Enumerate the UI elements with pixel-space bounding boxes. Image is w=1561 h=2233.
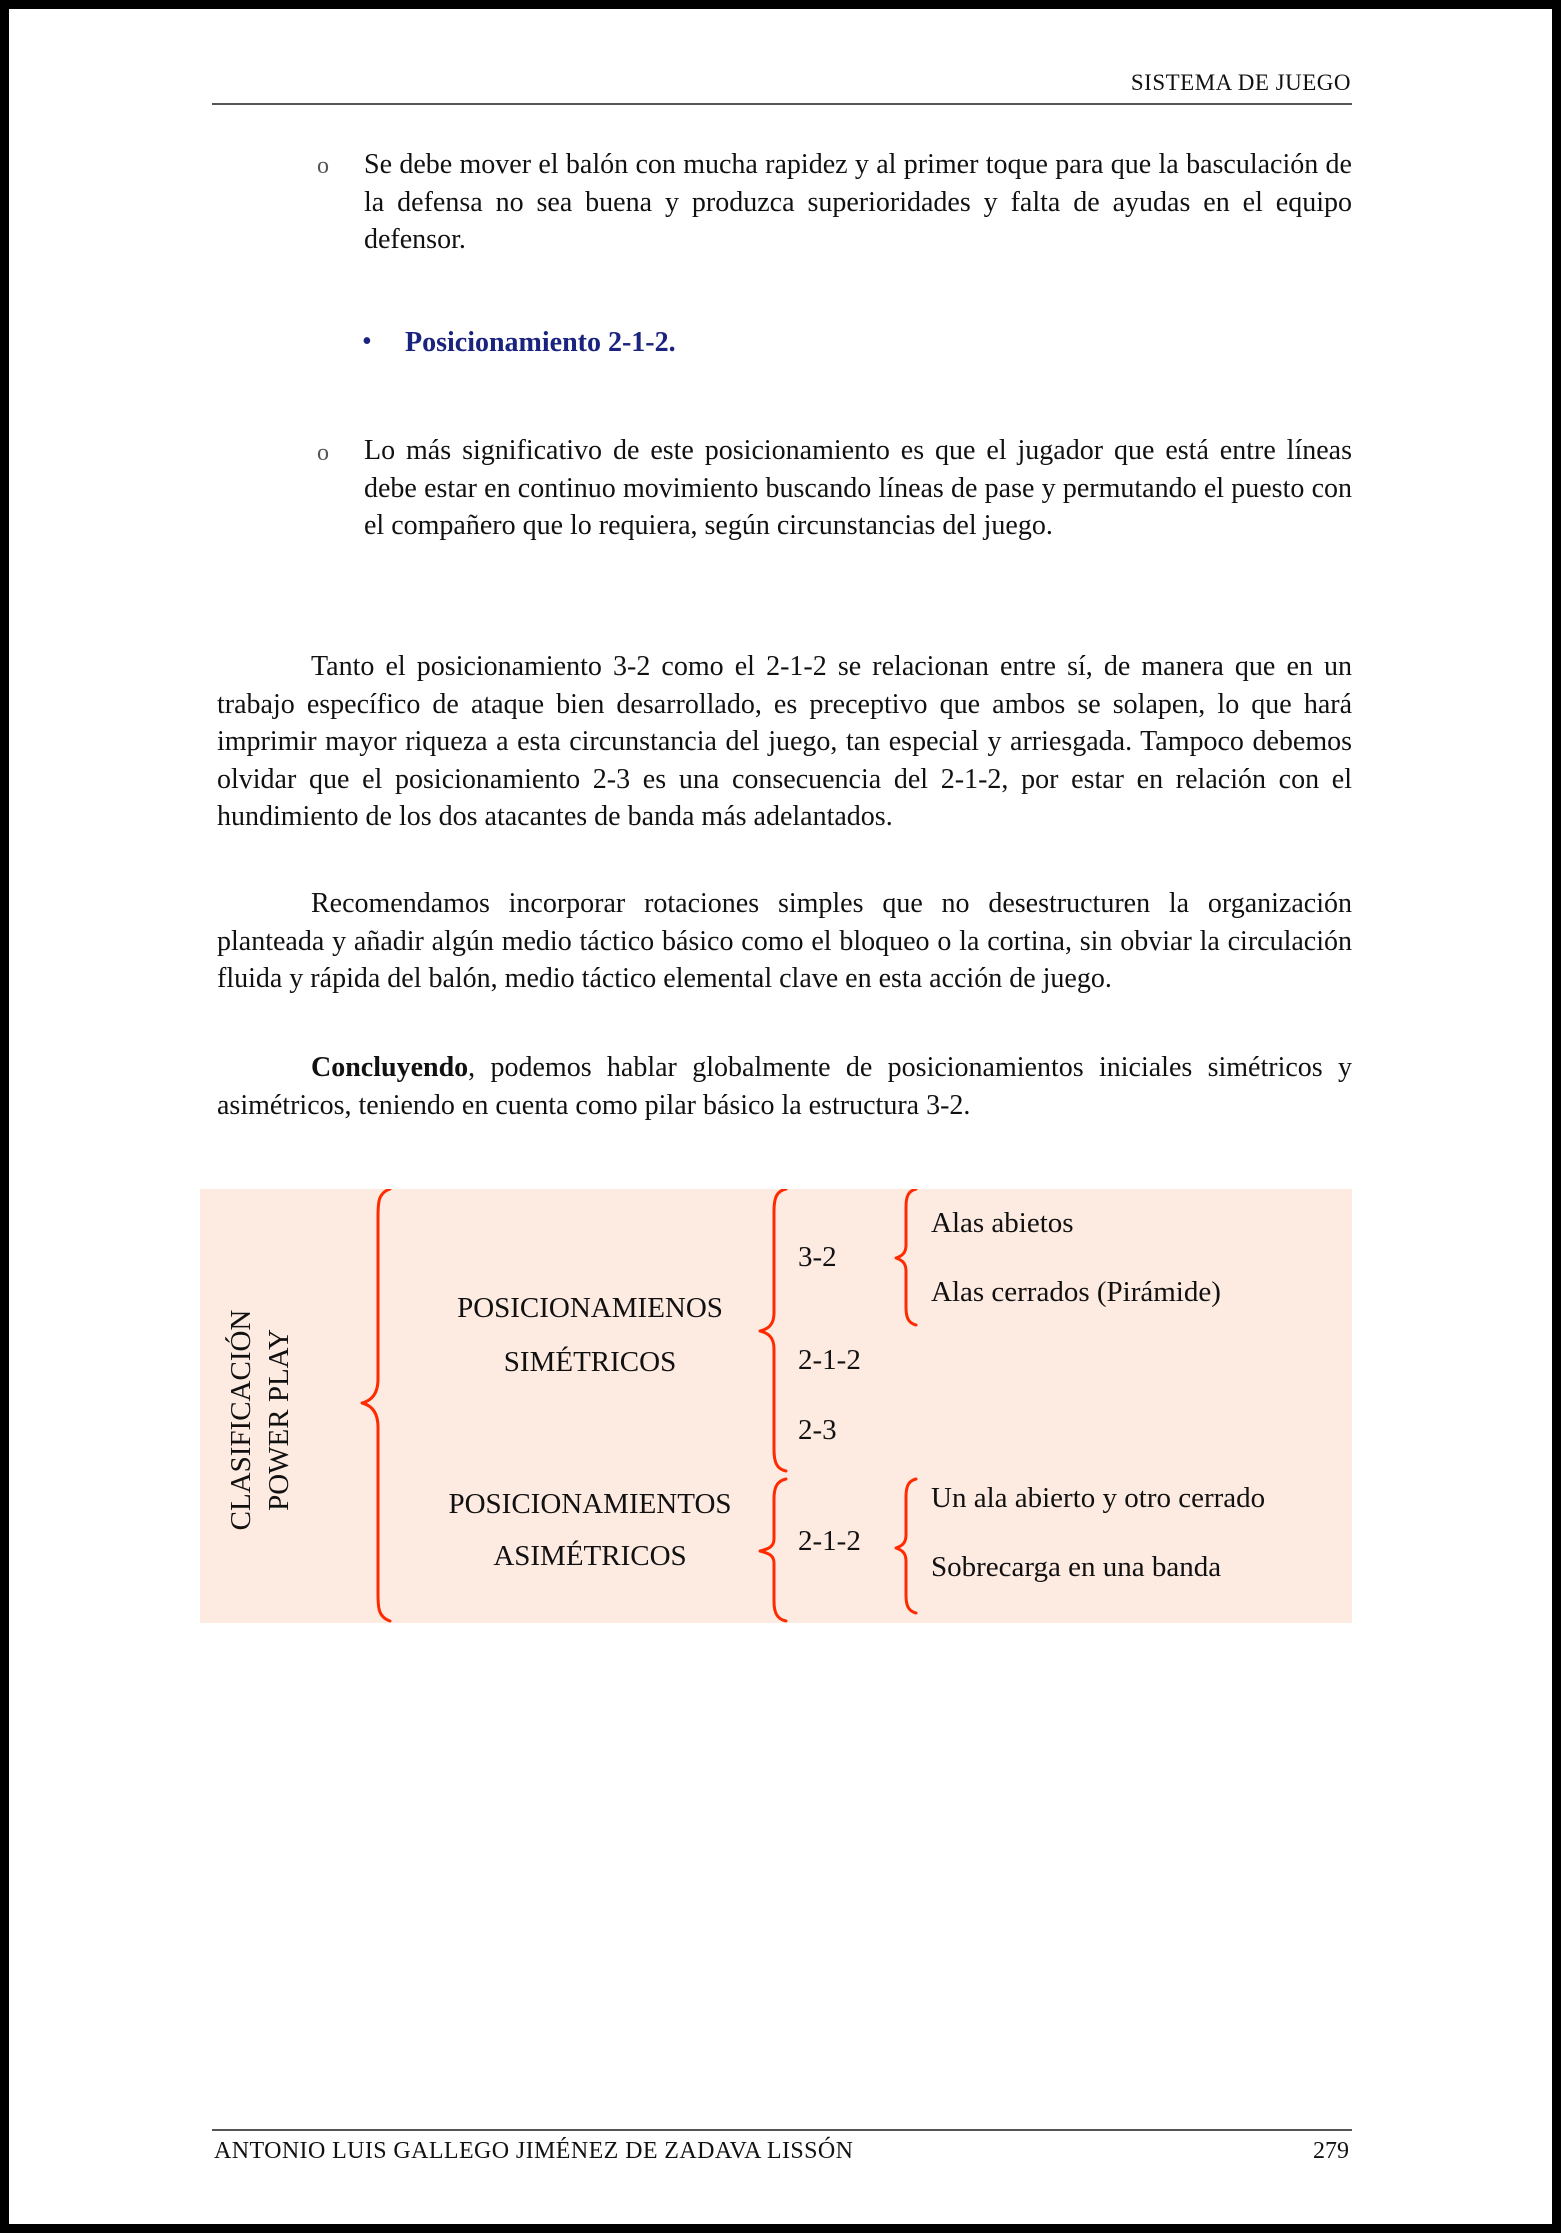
paragraph-rest: , podemos hablar globalmente de posicionamientos iniciales simétricos y asimétricos, teniendo en cuenta como pilar básico la estructura 3-2.: [217, 1052, 1352, 1121]
paragraph: Recomendamos incorporar rotaciones simples que no desestructuren la organización planteada y añadir algún medio táctico básico como el bloqueo o la cortina, sin obviar la circulación fluida y rápida del balón, medio táctico elemental clave en esta acción de juego.: [217, 888, 1352, 994]
leaf-alas-abietos: Alas abietos: [931, 1207, 1074, 1239]
leaf-sobrecarga: Sobrecarga en una banda: [931, 1551, 1222, 1583]
option-3-2: 3-2: [798, 1241, 837, 1273]
leaf-un-ala-abierto: Un ala abierto y otro cerrado: [931, 1482, 1266, 1514]
symmetric-line2: SIMÉTRICOS: [503, 1346, 677, 1378]
sub-3-2-brace: [896, 1189, 916, 1325]
asymmetric-line1: POSICIONAMIENTOS: [448, 1488, 732, 1520]
root-label-line2: POWER PLAY: [263, 1329, 295, 1511]
symmetric-brace: [760, 1189, 786, 1471]
paragraph: [217, 1049, 1352, 1124]
section-heading: Posicionamiento 2-1-2.: [405, 327, 676, 358]
option-asym-2-1-2: 2-1-2: [798, 1525, 861, 1557]
running-header: SISTEMA DE JUEGO: [1130, 70, 1351, 95]
asymmetric-brace: [760, 1479, 786, 1621]
list-item-text: Lo más significativo de este posicionamiento es que el jugador que está entre líneas debe estar en continuo movimiento buscando líneas de pase y permutando el puesto con el compañero que lo requiera, según circunstancias del juego.: [364, 435, 1352, 541]
list-item-text: Se debe mover el balón con mucha rapidez y al primer toque para que la basculación de la defensa no sea buena y produzca superioridades y falta de ayudas en el equipo defensor.: [364, 149, 1352, 255]
asymmetric-label: [430, 1478, 750, 1582]
circle-bullet: o: [317, 440, 329, 466]
classification-diagram: [200, 1189, 1352, 1623]
asymmetric-line2: ASIMÉTRICOS: [493, 1540, 687, 1572]
symmetric-label: [430, 1281, 750, 1389]
sub-asym-brace: [896, 1479, 916, 1613]
root-label-line1: CLASIFICACIÓN: [225, 1309, 257, 1531]
footer-author: ANTONIO LUIS GALLEGO JIMÉNEZ DE ZADAVA LISSÓN: [214, 2138, 854, 2164]
option-2-1-2: 2-1-2: [798, 1344, 861, 1376]
header-rule: [212, 103, 1352, 105]
option-2-3: 2-3: [798, 1414, 837, 1446]
dot-bullet: •: [362, 326, 372, 357]
footer-rule: [212, 2129, 1352, 2131]
leaf-alas-cerrados: Alas cerrados (Pirámide): [931, 1276, 1221, 1308]
page-number: 279: [1313, 2138, 1349, 2164]
paragraph: Tanto el posicionamiento 3-2 como el 2-1-2 se relacionan entre sí, de manera que en un trabajo específico de ataque bien desarrollado, es preceptivo que ambos se solapen, lo que hará imprimir mayor riqueza a esta circunstancia del juego, tan especial y arriesgada. Tampoco debemos olvidar que el posicionamiento 2-3 es una consecuencia del 2-1-2, por estar en relación con el hundimiento de los dos atacantes de banda más adelantados.: [217, 651, 1352, 832]
symmetric-line1: POSICIONAMIENOS: [457, 1292, 723, 1324]
root-brace: [362, 1189, 390, 1621]
bold-lead: Concluyendo: [311, 1052, 469, 1083]
circle-bullet: o: [317, 153, 329, 179]
